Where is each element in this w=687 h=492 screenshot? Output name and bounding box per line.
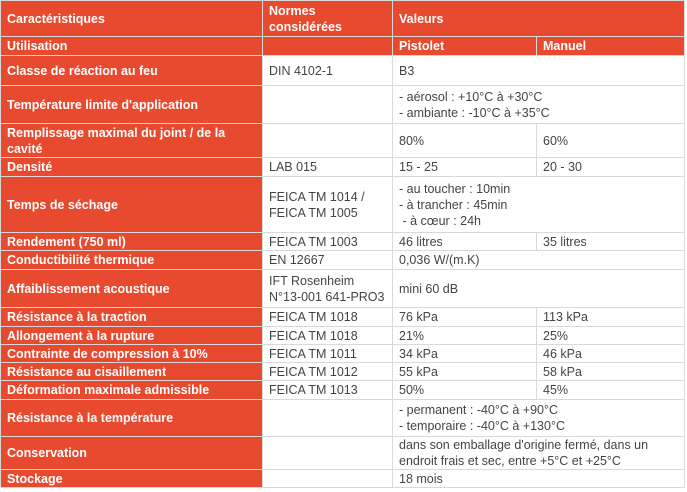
row-norm: FEICA TM 1003 xyxy=(263,233,393,251)
row-pistolet: 55 kPa xyxy=(393,363,537,381)
subheader-pistolet: Pistolet xyxy=(393,37,537,56)
row-label: Rendement (750 ml) xyxy=(1,233,263,251)
subheader-usage: Utilisation xyxy=(1,37,263,56)
table-subheader-row xyxy=(1,37,685,56)
table-header-row xyxy=(1,1,685,37)
row-label: Allongement à la rupture xyxy=(1,327,263,345)
row-label: Remplissage maximal du joint / de la cavité xyxy=(1,124,263,158)
row-label: Déformation maximale admissible xyxy=(1,381,263,400)
row-manuel: 25% xyxy=(537,327,685,345)
header-standards-line: considérées xyxy=(269,19,342,34)
row-pistolet: 76 kPa xyxy=(393,308,537,327)
row-value-line: endroit frais et sec, entre +5°C et +25°C xyxy=(399,454,621,468)
row-norm: EN 12667 xyxy=(263,251,393,270)
row-manuel: 20 - 30 xyxy=(537,158,685,177)
table-row xyxy=(1,400,685,437)
row-label: Contrainte de compression à 10% xyxy=(1,345,263,363)
row-norm xyxy=(263,177,393,233)
row-label: Temps de séchage xyxy=(1,177,263,233)
row-label: Stockage xyxy=(1,470,263,488)
row-value: 18 mois xyxy=(393,470,685,488)
row-norm: FEICA TM 1011 xyxy=(263,345,393,363)
row-norm xyxy=(263,400,393,437)
header-characteristics: Caractéristiques xyxy=(1,1,263,37)
row-norm xyxy=(263,437,393,470)
table-row xyxy=(1,327,685,345)
row-pistolet: 21% xyxy=(393,327,537,345)
header-values: Valeurs xyxy=(393,1,685,37)
row-norm-line: FEICA TM 1014 / xyxy=(269,189,365,204)
row-label: Affaiblissement acoustique xyxy=(1,270,263,308)
row-norm: FEICA TM 1018 xyxy=(263,327,393,345)
row-norm: FEICA TM 1018 xyxy=(263,308,393,327)
row-label: Résistance à la température xyxy=(1,400,263,437)
row-pistolet: 15 - 25 xyxy=(393,158,537,177)
row-norm-line: IFT Rosenheim xyxy=(269,273,355,288)
table-row xyxy=(1,86,685,124)
table-row xyxy=(1,381,685,400)
row-value: mini 60 dB xyxy=(393,270,685,308)
table-row xyxy=(1,177,685,233)
row-label: Résistance à la traction xyxy=(1,308,263,327)
row-label: Densité xyxy=(1,158,263,177)
subheader-manuel: Manuel xyxy=(537,37,685,56)
row-label: Résistance au cisaillement xyxy=(1,363,263,381)
row-norm xyxy=(263,470,393,488)
row-value xyxy=(393,86,685,124)
row-pistolet: 50% xyxy=(393,381,537,400)
row-manuel: 45% xyxy=(537,381,685,400)
row-norm xyxy=(263,124,393,158)
row-norm: DIN 4102-1 xyxy=(263,56,393,86)
row-manuel: 113 kPa xyxy=(537,308,685,327)
table-row xyxy=(1,437,685,470)
row-label: Température limite d'application xyxy=(1,86,263,124)
row-value-line: - aérosol : +10°C à +30°C xyxy=(399,89,543,104)
table-row xyxy=(1,56,685,86)
row-value-line: dans son emballage d'origine fermé, dans un xyxy=(399,438,649,452)
row-value-line: - à trancher : 45min xyxy=(399,197,508,212)
header-standards xyxy=(263,1,393,37)
table-row xyxy=(1,270,685,308)
table-row xyxy=(1,308,685,327)
row-value xyxy=(393,400,685,437)
row-norm xyxy=(263,270,393,308)
row-label: Conservation xyxy=(1,437,263,470)
row-norm-line: N°13-001 641-PRO3 xyxy=(269,289,385,304)
row-pistolet: 46 litres xyxy=(393,233,537,251)
table-row xyxy=(1,345,685,363)
header-standards-line: Normes xyxy=(269,3,316,18)
row-norm xyxy=(263,86,393,124)
row-value-line: - permanent : -40°C à +90°C xyxy=(399,403,559,417)
row-value xyxy=(393,177,685,233)
row-label: Conductibilité thermique xyxy=(1,251,263,270)
row-pistolet: 80% xyxy=(393,124,537,158)
row-manuel: 46 kPa xyxy=(537,345,685,363)
table-row xyxy=(1,251,685,270)
row-value-line: - temporaire : -40°C à +130°C xyxy=(399,419,565,433)
row-norm-line: FEICA TM 1005 xyxy=(269,205,358,220)
row-label: Classe de réaction au feu xyxy=(1,56,263,86)
table-row xyxy=(1,363,685,381)
row-manuel: 60% xyxy=(537,124,685,158)
row-value-line: - au toucher : 10min xyxy=(399,181,511,196)
row-norm: LAB 015 xyxy=(263,158,393,177)
row-value-line: - à cœur : 24h xyxy=(399,213,481,228)
row-value-line: - ambiante : -10°C à +35°C xyxy=(399,105,550,120)
row-pistolet: 34 kPa xyxy=(393,345,537,363)
table-row xyxy=(1,233,685,251)
subheader-standards-empty xyxy=(263,37,393,56)
row-value xyxy=(393,437,685,470)
table-row xyxy=(1,124,685,158)
row-norm: FEICA TM 1012 xyxy=(263,363,393,381)
table-row xyxy=(1,470,685,488)
row-manuel: 35 litres xyxy=(537,233,685,251)
row-value: 0,036 W/(m.K) xyxy=(393,251,685,270)
row-value: B3 xyxy=(393,56,685,86)
row-norm: FEICA TM 1013 xyxy=(263,381,393,400)
table-row xyxy=(1,158,685,177)
row-manuel: 58 kPa xyxy=(537,363,685,381)
